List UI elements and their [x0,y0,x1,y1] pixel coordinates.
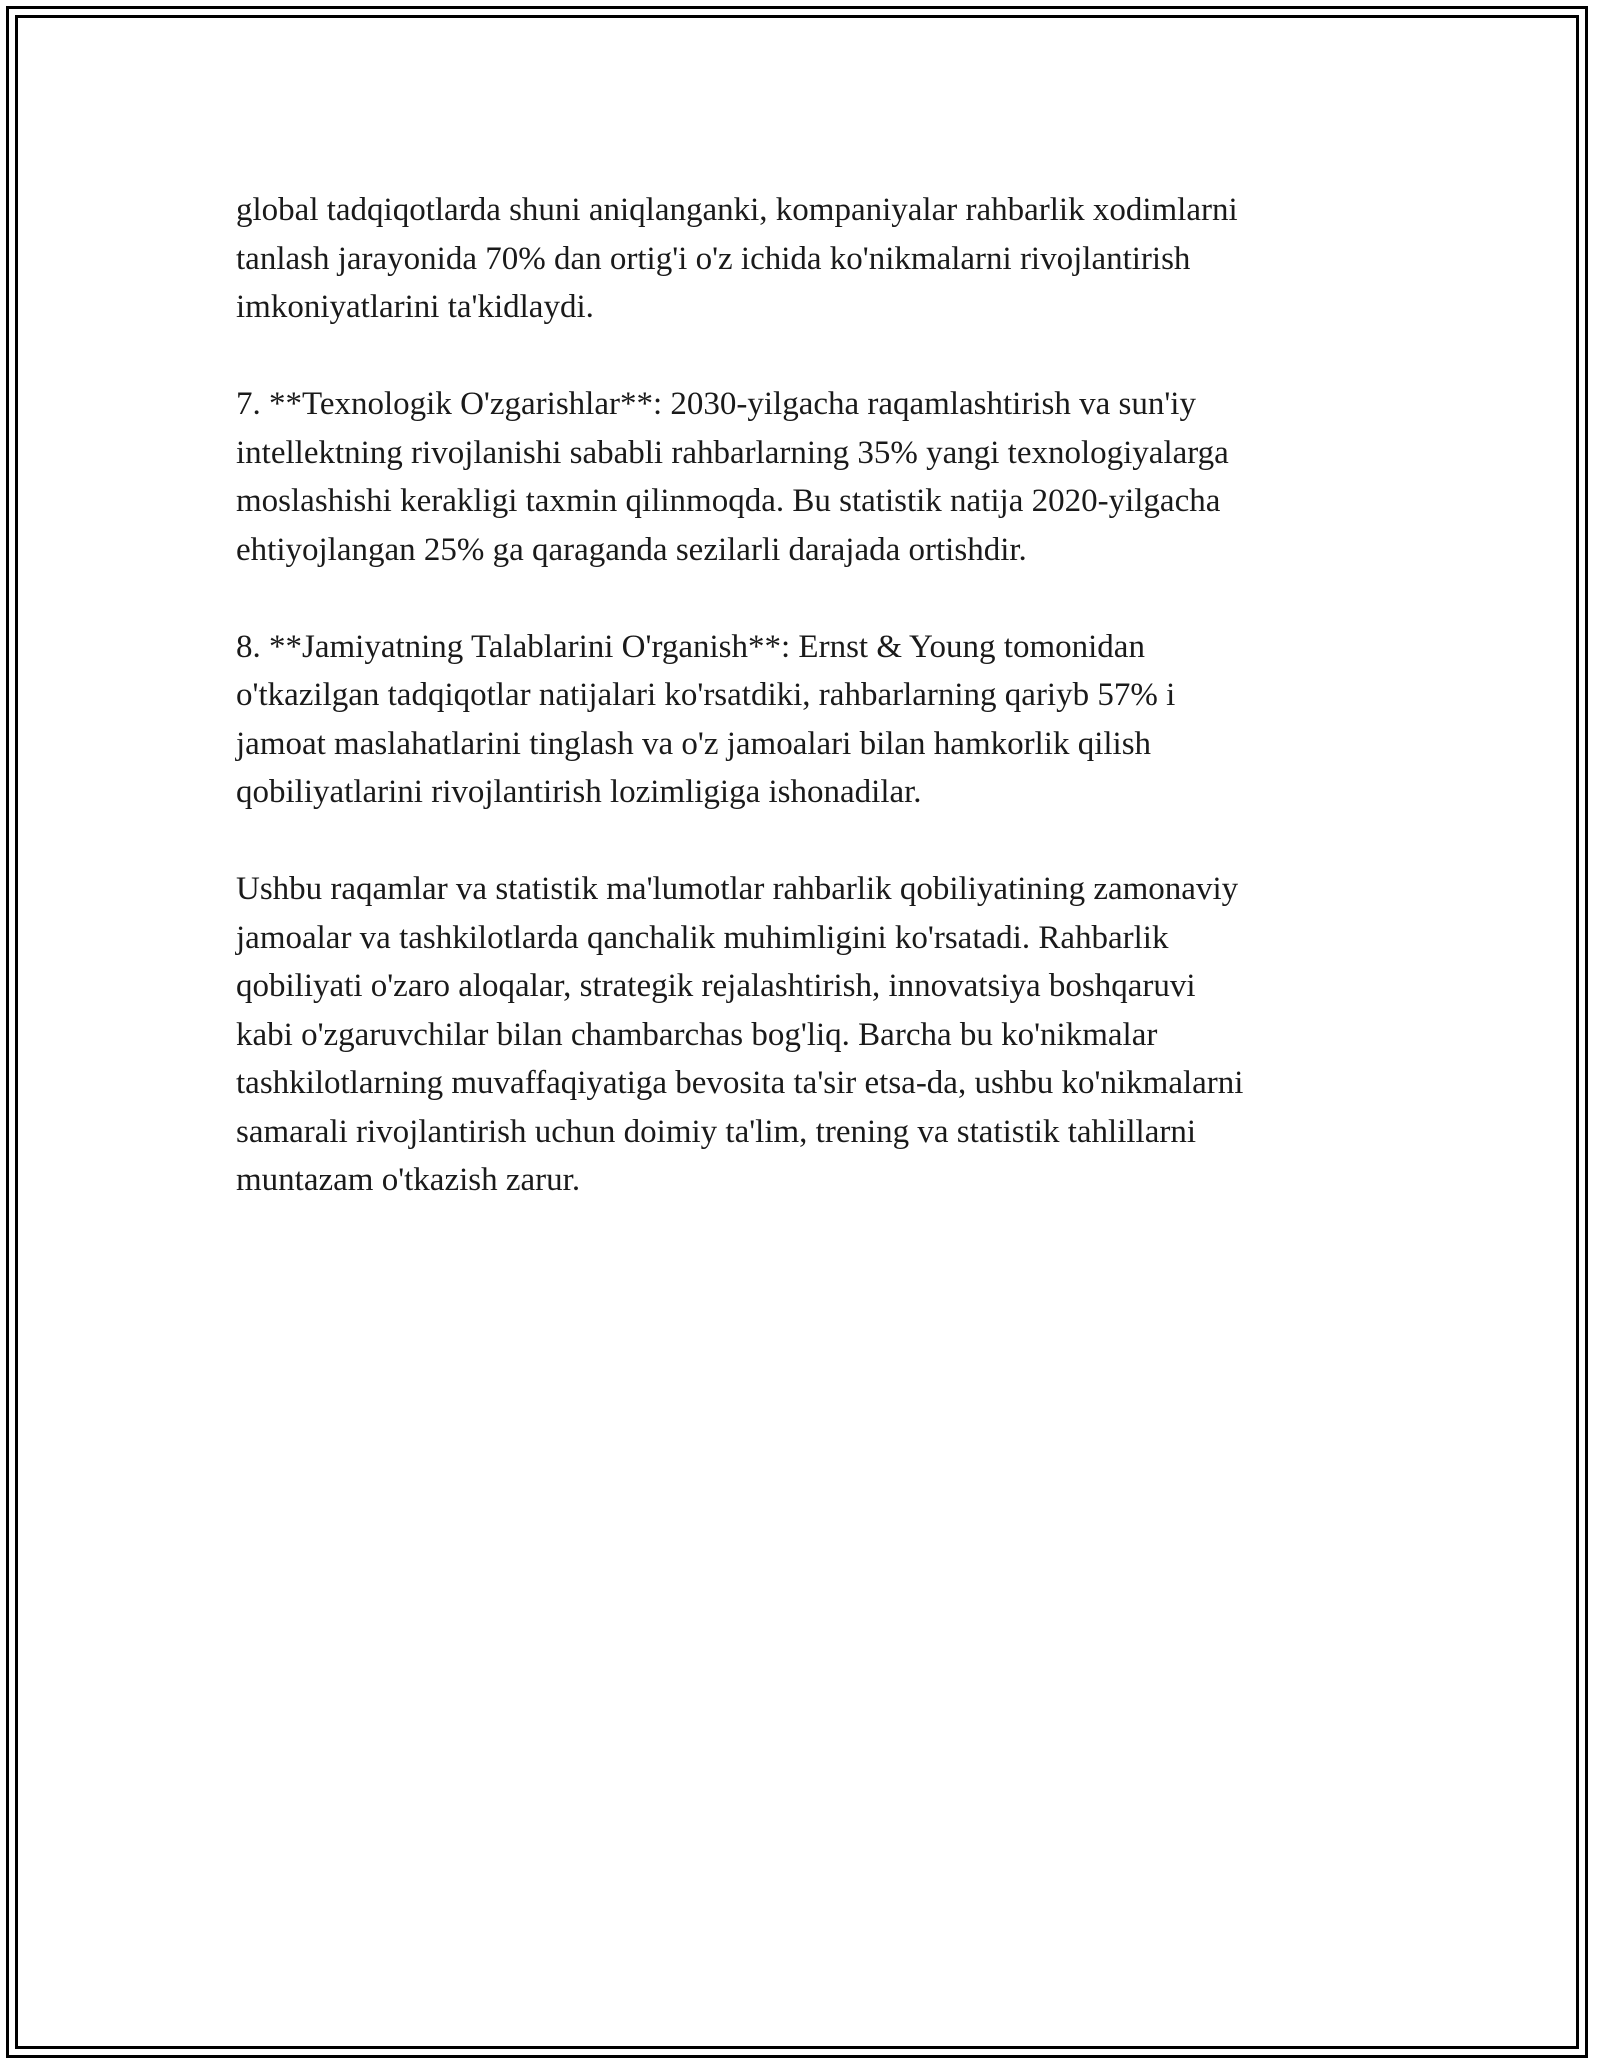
paragraph-item-8-society-requirements: 8. **Jamiyatning Talablarini O'rganish**: Ernst & Young tomonidan o'tkazilgan tadqiqotlar natijalari ko'rsatdiki, rahbarlarning qariyb 57% i jamoat maslahatlarini tinglash va o'z jamoalari bilan hamkorlik qilish qobiliyatlarini rivojlantirish lozimligiga ishonadilar. [236,628,1176,810]
paragraph-item-7-technological-changes: 7. **Texnologik O'zgarishlar**: 2030-yilgacha raqamlashtirish va sun'iy intellektning rivojlanishi sababli rahbarlarning 35% yangi texnologiyalarga moslashishi kerakligi taxmin qilinmoqda. Bu statistik natija 2020-yilgacha ehtiyojlangan 25% ga qaraganda sezilarli darajada ortishdir. [236,386,1229,568]
paragraph-intro-continuation: global tadqiqotlarda shuni aniqlanganki, kompaniyalar rahbarlik xodimlarni tanlash jarayonida 70% dan ortig'i o'z ichida ko'nikmalarni rivojlantirish imkoniyatlarini ta'kidlaydi. [236,192,1238,325]
document-body [236,186,1366,1253]
paragraph-conclusion: Ushbu raqamlar va statistik ma'lumotlar rahbarlik qobiliyatining zamonaviy jamoalar va tashkilotlarda qanchalik muhimligini ko'rsatadi. Rahbarlik qobiliyati o'zaro aloqalar, strategik rejalashtirish, innovatsiya boshqaruvi kabi o'zgaruvchilar bilan chambarchas bog'liq. Barcha bu ko'nikmalar tashkilotlarning muvaffaqiyatiga bevosita ta'sir etsa-da, ushbu ko'nikmalarni samarali rivojlantirish uchun doimiy ta'lim, trening va statistik tahlillarni muntazam o'tkazish zarur. [236,871,1244,1198]
